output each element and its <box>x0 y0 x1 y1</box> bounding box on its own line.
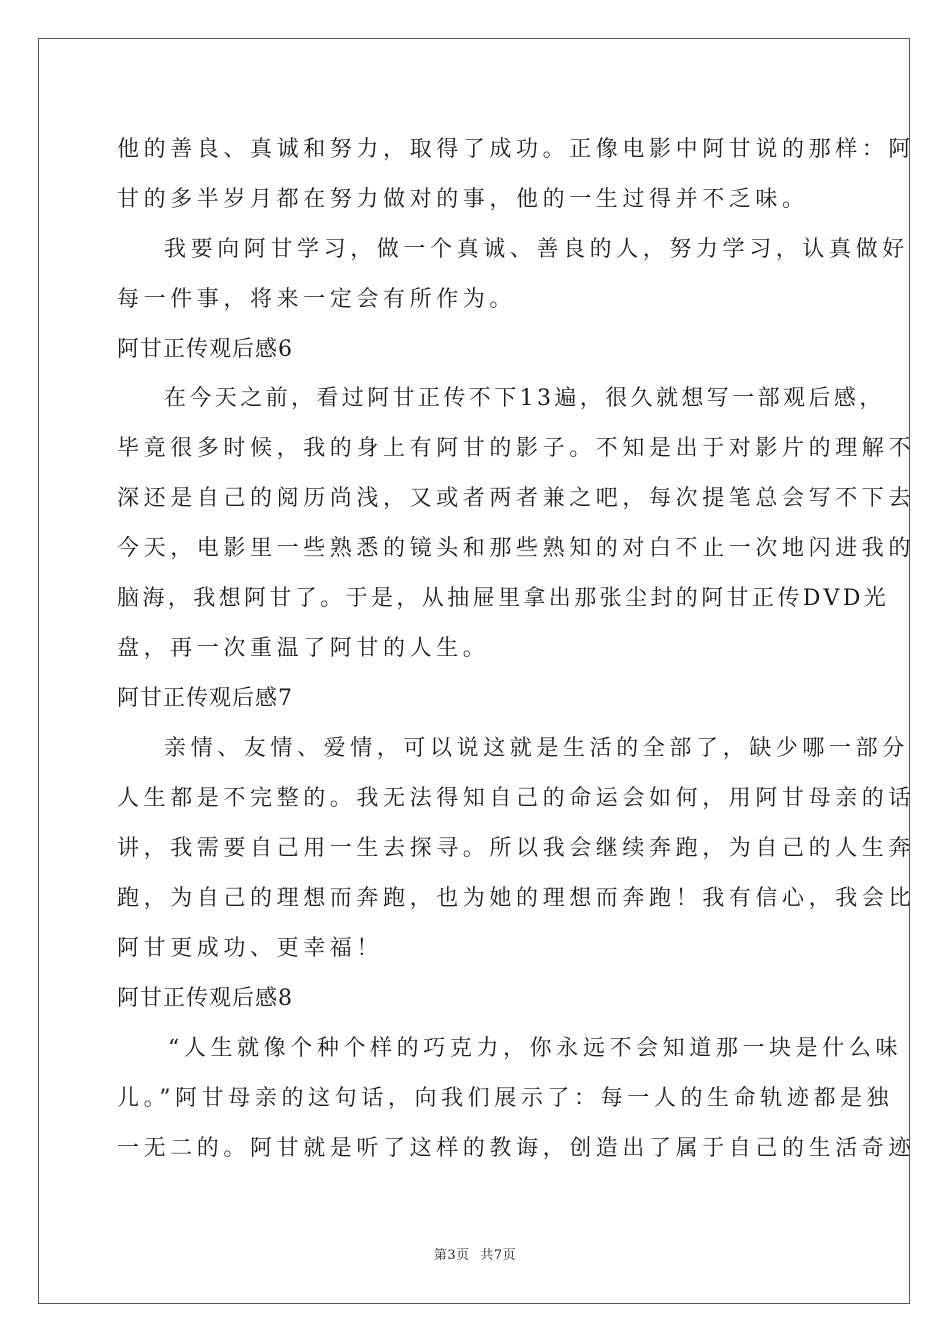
body-line-14: 人生都是不完整的。我无法得知自己的命运会如何，用阿甘母亲的话 <box>117 786 916 811</box>
body-line-15: 讲，我需要自己用一生去探寻。所以我会继续奔跑，为自己的人生奔 <box>117 836 916 861</box>
page-border <box>38 38 916 1304</box>
body-line-4: 每一件事，将来一定会有所作为。 <box>117 287 517 312</box>
current-page-number: 第3页 <box>433 1248 470 1263</box>
body-line-1: 他的善良、真诚和努力，取得了成功。正像电影中阿甘说的那样：阿 <box>117 137 916 162</box>
body-line-19: “人生就像个种个样的巧克力，你永远不会知道那一块是什么味 <box>168 1036 903 1061</box>
body-line-13: 亲情、友情、爱情，可以说这就是生活的全部了，缺少哪一部分 <box>164 736 909 761</box>
body-line-16: 跑，为自己的理想而奔跑，也为她的理想而奔跑！我有信心，我会比 <box>117 886 916 911</box>
body-line-8: 深还是自己的阅历尚浅，又或者两者兼之吧，每次提笔总会写不下去 <box>117 486 916 511</box>
body-line-17: 阿甘更成功、更幸福！ <box>117 936 384 961</box>
body-line-11: 盘，再一次重温了阿甘的人生。 <box>117 636 490 661</box>
body-line-7: 毕竟很多时候，我的身上有阿甘的影子。不知是出于对影片的理解不 <box>117 436 916 461</box>
body-line-21: 一无二的。阿甘就是听了这样的教诲，创造出了属于自己的生活奇迹 <box>117 1136 916 1161</box>
body-line-6: 在今天之前，看过阿甘正传不下13遍，很久就想写一部观后感， <box>164 386 885 411</box>
page-footer <box>0 1247 950 1265</box>
body-line-2: 甘的多半岁月都在努力做对的事，他的一生过得并不乏味。 <box>117 187 809 212</box>
body-line-9: 今天，电影里一些熟悉的镜头和那些熟知的对白不止一次地闪进我的 <box>117 536 916 561</box>
body-line-3: 我要向阿甘学习，做一个真诚、善良的人，努力学习，认真做好 <box>164 237 909 262</box>
section-heading-7: 阿甘正传观后感7 <box>117 686 293 711</box>
total-pages: 共7页 <box>480 1248 517 1263</box>
section-heading-6: 阿甘正传观后感6 <box>117 337 293 362</box>
body-line-10: 脑海，我想阿甘了。于是，从抽屉里拿出那张尘封的阿甘正传DVD光 <box>117 586 890 611</box>
section-heading-8: 阿甘正传观后感8 <box>117 986 293 1011</box>
body-line-20: 儿。”阿甘母亲的这句话，向我们展示了：每一人的生命轨迹都是独 <box>117 1086 894 1111</box>
